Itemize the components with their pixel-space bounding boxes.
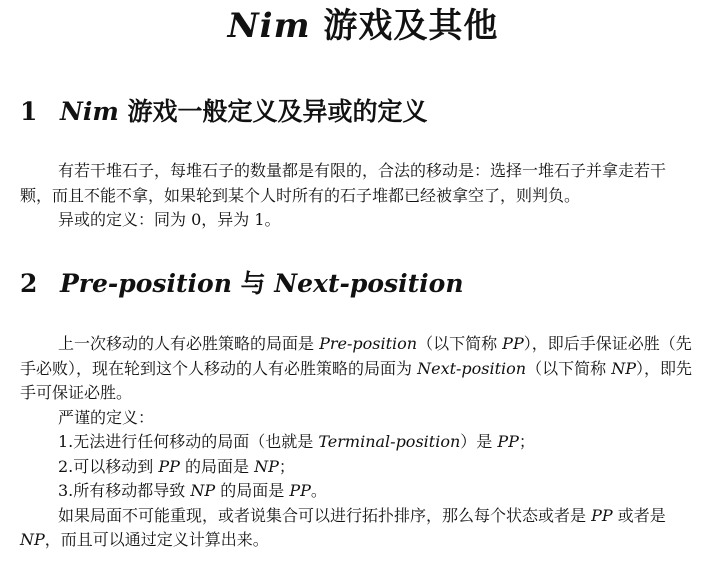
section-2-body: [20, 332, 720, 553]
text-run: 3.所有移动都导致: [58, 481, 191, 500]
text-run: 手必败），现在轮到这个人移动的人有必胜策略的局面为: [20, 358, 418, 378]
text-run: ；: [278, 456, 295, 476]
term-pre-position: Pre-position: [319, 334, 418, 353]
document-title: [0, 4, 726, 48]
term-np: NP: [254, 456, 279, 476]
text-run: （以下简称: [526, 358, 612, 378]
text-run: 或者是: [612, 505, 666, 525]
term-pp: PP: [591, 505, 613, 525]
text-run: 如果局面不可能重现，或者说集合可以进行拓扑排序，那么每个状态或者是: [58, 505, 592, 525]
text-run: 1.无法进行任何移动的局面（也就是: [58, 432, 319, 451]
text-run: ）是: [460, 432, 498, 451]
rule-2: [20, 455, 720, 480]
title-cjk: 游戏及其他: [310, 6, 499, 46]
section-2-heading-b: Next-position: [274, 269, 464, 298]
term-next-position: Next-position: [417, 358, 527, 378]
section-1-body: [20, 159, 720, 233]
xor-definition: 异或的定义：同为 0，异为 1。: [58, 210, 281, 229]
section-2-last-line-1: [20, 504, 720, 529]
rule-3: [20, 479, 720, 504]
term-np: NP: [20, 530, 45, 549]
text-run: 的局面是: [215, 481, 290, 500]
text-run: （以下简称: [417, 334, 503, 353]
title-latin: Nim: [227, 6, 311, 46]
text-run: 上一次移动的人有必胜策略的局面是: [58, 334, 320, 353]
text-run: ；: [518, 432, 535, 451]
term-pp: PP: [497, 432, 519, 451]
section-2-line-1: [20, 332, 720, 357]
term-np: NP: [611, 358, 636, 378]
text-run: 的局面是: [179, 456, 255, 476]
text-run: 2.可以移动到: [58, 456, 159, 476]
term-pp: PP: [502, 334, 524, 353]
section-2-line-3: 手可保证必胜。: [20, 383, 133, 402]
text-run: ），即后手保证必胜（先: [523, 334, 692, 353]
section-2-heading-a: Pre-position: [60, 269, 232, 298]
text-run: ），即先: [635, 358, 692, 378]
section-1-heading: [20, 96, 428, 128]
section-1-heading-latin: Nim: [60, 97, 119, 126]
text-run: 。: [310, 481, 327, 500]
section-2-number: 2: [20, 269, 38, 298]
term-pp: PP: [158, 456, 180, 476]
section-2-last-line-2: [20, 528, 720, 553]
strict-definition-label: 严谨的定义：: [58, 407, 155, 427]
section-2-heading-mid: 与: [231, 269, 275, 298]
section-1-line-1: 有若干堆石子，每堆石子的数量都是有限的，合法的移动是：选择一堆石子并拿走若干: [58, 161, 667, 180]
section-1-heading-cjk: 游戏一般定义及异或的定义: [118, 97, 428, 126]
text-run: ，而且可以通过定义计算出来。: [44, 530, 269, 549]
rule-1: [20, 430, 720, 455]
term-np: NP: [190, 481, 216, 500]
section-2-heading: [20, 268, 464, 300]
section-1-line-2: 颗，而且不能不拿，如果轮到某个人时所有的石子堆都已经被拿空了，则判负。: [20, 185, 581, 205]
term-pp: PP: [289, 481, 311, 500]
term-terminal-position: Terminal-position: [318, 432, 461, 451]
section-2-line-2: [20, 357, 720, 382]
section-1-number: 1: [20, 97, 38, 126]
